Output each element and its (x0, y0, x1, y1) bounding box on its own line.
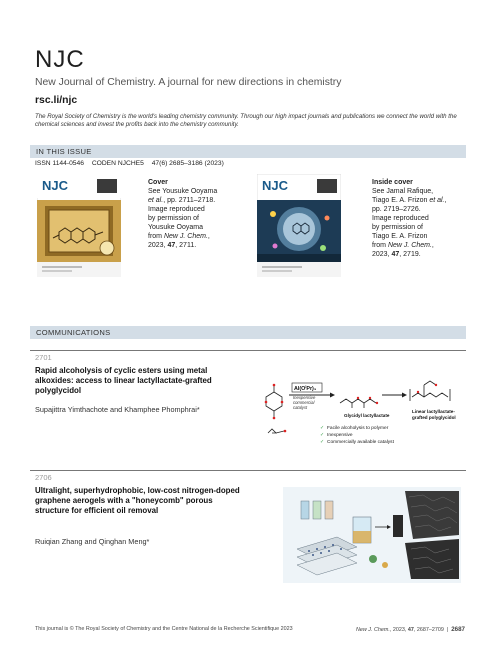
lactide-structure (266, 386, 282, 417)
footer-copyright: This journal is © The Royal Society of Chemistry and the Centre National de la Recherche Scientifique 2023 (35, 626, 293, 632)
inside-cover-comma: , (444, 197, 447, 204)
cover-line-a: Image reproduced (148, 206, 205, 213)
glycidyl-lactyllactate-structure (340, 399, 376, 408)
footer-citation (356, 626, 465, 633)
article-divider (30, 350, 466, 351)
coden: CODEN NJCHE5 (91, 160, 144, 167)
inside-cover-line1: See Jamal Rafique, (372, 188, 434, 195)
product-2-label-1: Linear lactyllactate- (412, 409, 455, 414)
article-graphical-abstract[interactable] (283, 487, 461, 583)
beaker-illustration (353, 517, 371, 543)
issn: ISSN 1144-0546 (35, 160, 84, 167)
cover-pages: , pp. 2711–2718. (163, 197, 216, 204)
volume-info: 47(6) 2685–3186 (2023) (151, 160, 224, 167)
inside-cover-caption (372, 178, 454, 259)
bullet-1: Facile alcoholysis to polymer (327, 426, 389, 431)
journal-url[interactable]: rsc.li/njc (35, 95, 78, 106)
journal-subtitle: New Journal of Chemistry. A journal for new directions in chemistry (35, 77, 342, 88)
cover-line-b: by permission of (148, 215, 199, 222)
in-this-issue-band: IN THIS ISSUE (30, 145, 466, 158)
footer-separator: | (446, 627, 449, 633)
check-icon: ✓ (320, 425, 325, 431)
cover-heading: Cover (148, 179, 168, 186)
sem-texture-illustration (405, 491, 459, 579)
cover-image[interactable] (37, 174, 121, 277)
catalyst-note-2: commercial (293, 400, 315, 405)
catalyst-note-1: Inexpensive (293, 395, 316, 400)
product-2-label-2: grafted polyglycidol (412, 415, 456, 420)
article-authors: Ruiqian Zhang and Qinghan Meng* (35, 537, 150, 546)
intro-paragraph: The Royal Society of Chemistry is the world's leading chemistry community. Through our high impact journals and publications we connect the world with the chemical sciences and invest the profits back into the chemistry community. (35, 113, 457, 128)
footer-pages: , 2687–2709 (413, 627, 444, 633)
check-icon: ✓ (320, 439, 325, 445)
article-title[interactable]: Ultralight, superhydrophobic, low-cost nitrogen-doped graphene aerogels with a "honeycomb" porous structure for efficient oil removal (35, 486, 240, 515)
leaf-icon (369, 555, 377, 563)
inside-cover-journal: New J. Chem. (387, 242, 432, 249)
cover-et-al: et al. (148, 197, 164, 204)
footer-journal: New J. Chem. (356, 627, 390, 633)
cover-journal: New J. Chem. (163, 233, 208, 240)
inside-cover-comma2: , (431, 242, 434, 249)
communications-band: COMMUNICATIONS (30, 326, 466, 339)
inside-cover-from: from (372, 242, 388, 249)
aerogel-cylinder (393, 515, 403, 537)
check-icon: ✓ (320, 432, 325, 438)
inside-cover-et-al: et al. (429, 197, 445, 204)
glycidol-structure (268, 429, 284, 433)
polymer-structure (410, 381, 450, 401)
bottles-illustration (301, 501, 333, 519)
cover-page: , 2711. (175, 242, 197, 249)
product-1-label: Glycidyl lactyllactate (344, 413, 390, 418)
inside-cover-line2: Tiago E. A. Frizon (372, 197, 430, 204)
cover-comma: , (207, 233, 210, 240)
inside-cover-line-b: by permission of (372, 224, 423, 231)
page-footer (35, 626, 465, 632)
inside-cover-image[interactable] (257, 174, 341, 277)
article-graphical-abstract[interactable] (262, 375, 462, 455)
cover-line1: See Yousuke Ooyama (148, 188, 218, 195)
droplet-icon (382, 562, 388, 568)
inside-cover-pages: pp. 2719–2726. (372, 206, 421, 213)
catalyst-label: Al(OⁱPr)₃ (294, 386, 317, 392)
inside-cover-page: , 2719. (399, 251, 421, 258)
inside-cover-logo: NJC (262, 178, 289, 193)
bullet-3: Commercially available catalyst (327, 440, 394, 445)
bullet-2: Inexpensive (327, 433, 353, 438)
cover-logo: NJC (42, 178, 69, 193)
cover-year: 2023, (148, 242, 168, 249)
cover-caption (148, 178, 230, 250)
footer-cite-pre: , 2023, (389, 627, 408, 633)
article-page-number: 2706 (35, 473, 52, 482)
inside-cover-heading: Inside cover (372, 179, 413, 186)
inside-cover-year: 2023, (372, 251, 392, 258)
journal-title: NJC (35, 46, 85, 73)
catalyst-note-3: catalyst (293, 405, 308, 410)
article-page-number: 2701 (35, 353, 52, 362)
cover-volume: 47 (167, 242, 176, 249)
footer-volume: 47 (407, 627, 414, 633)
inside-cover-line-c: Tiago E. A. Frizon (372, 233, 428, 240)
article-title[interactable]: Rapid alcoholysis of cyclic esters using metal alkoxides: access to linear lactyllactate-grafted polyglycidol (35, 366, 212, 395)
cover-from: from (148, 233, 164, 240)
cover-line-c: Yousuke Ooyama (148, 224, 203, 231)
inside-cover-volume: 47 (391, 251, 400, 258)
inside-cover-line-a: Image reproduced (372, 215, 429, 222)
footer-page-number: 2687 (451, 626, 465, 633)
article-authors: Supajittra Yimthachote and Khamphee Phomphrai* (35, 405, 200, 414)
issn-line (35, 160, 230, 167)
article-divider (30, 470, 466, 471)
